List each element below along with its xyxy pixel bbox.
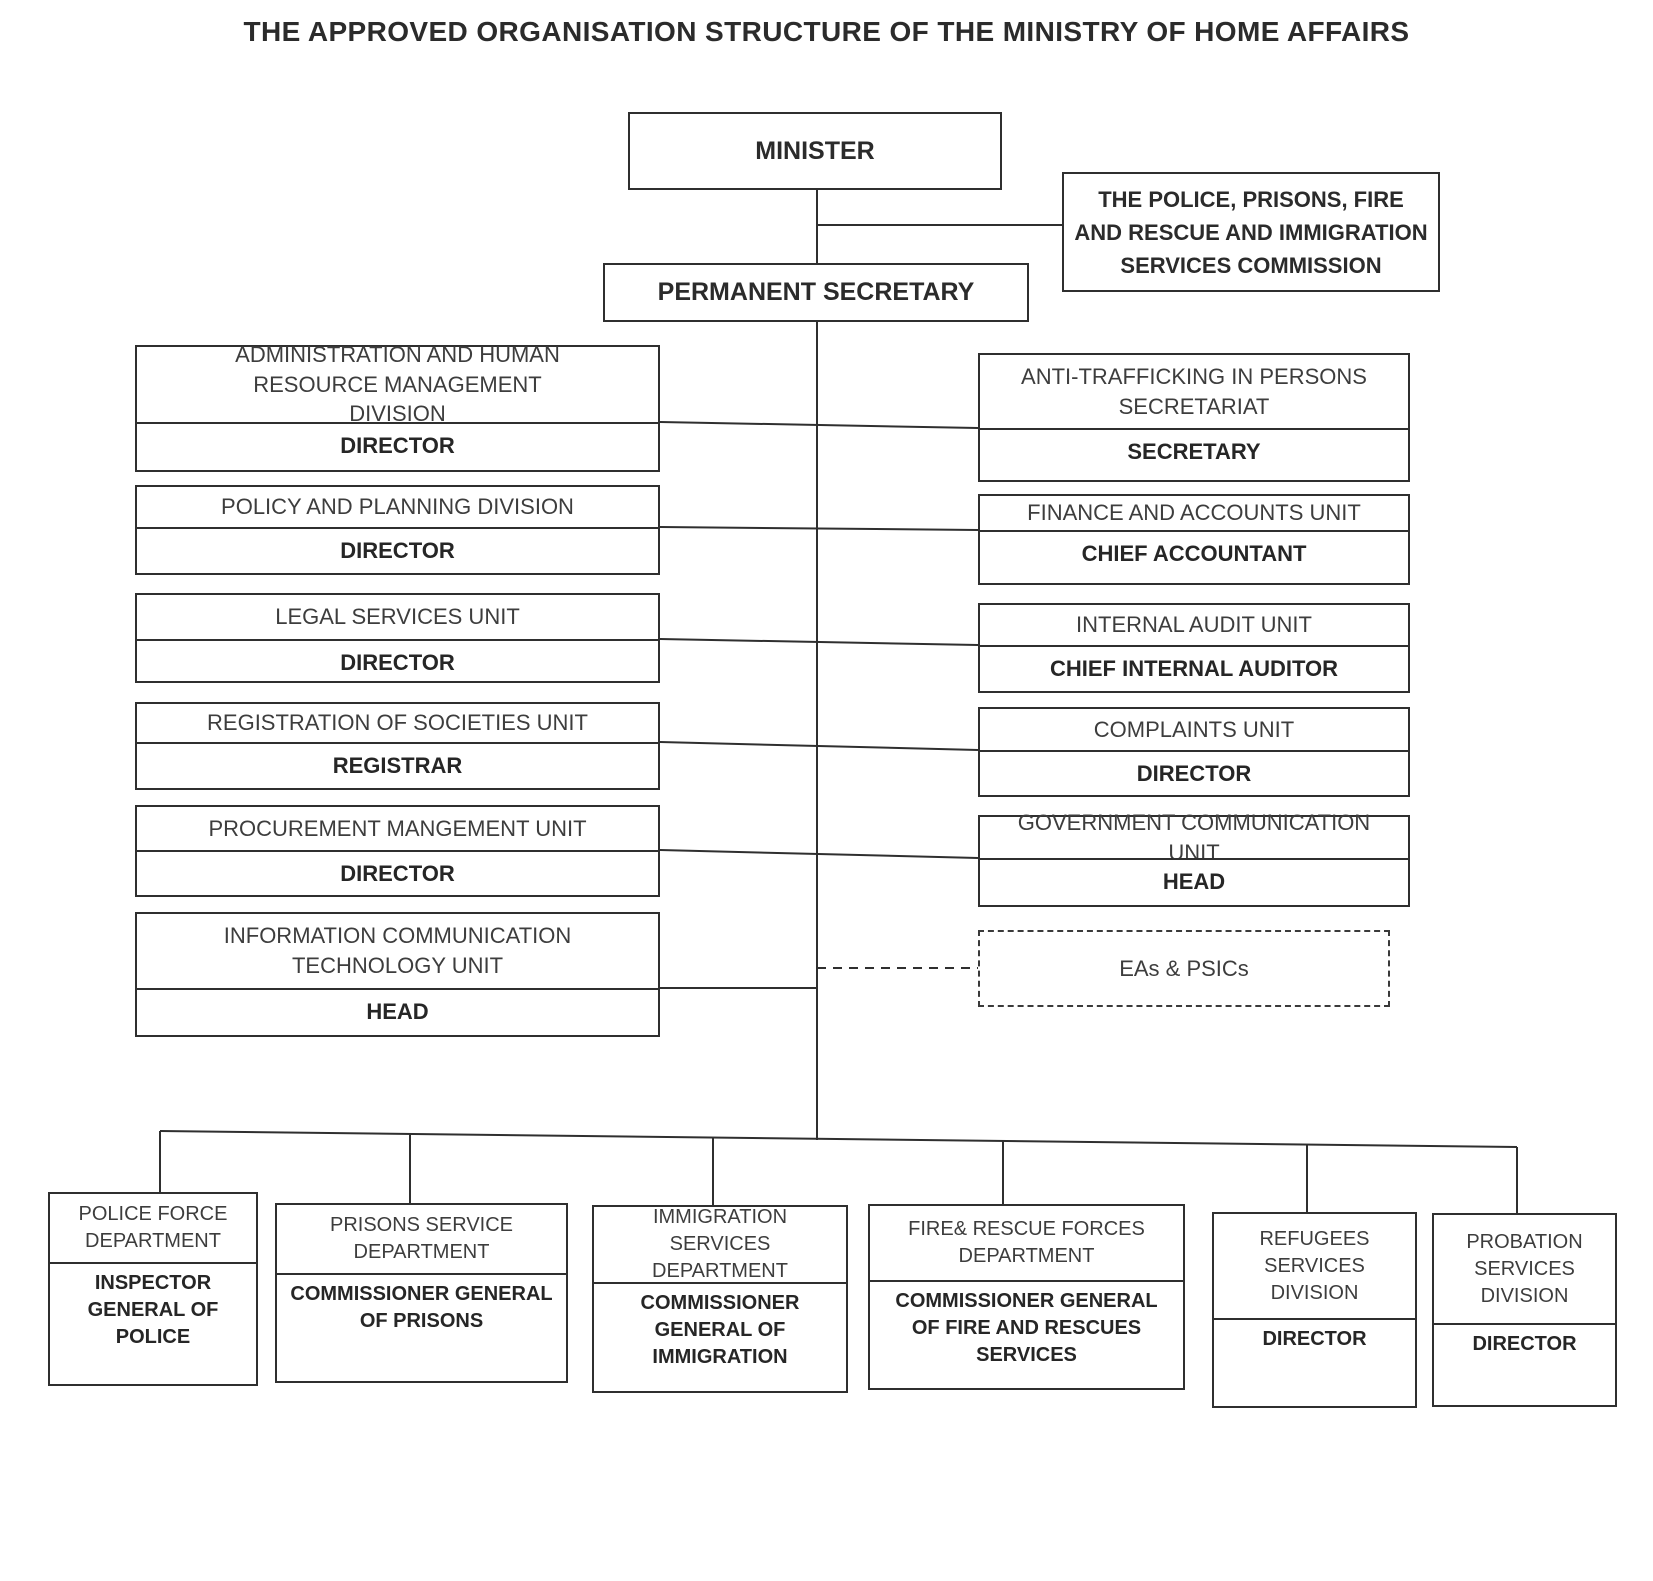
role-label: SECRETARY bbox=[980, 428, 1408, 480]
role-label: DIRECTOR bbox=[137, 850, 658, 895]
unit-label: LEGAL SERVICES UNIT bbox=[275, 604, 520, 630]
bottom-bus bbox=[160, 1131, 1517, 1147]
node-complaints-unit bbox=[978, 707, 1410, 797]
unit-label: INTERNAL AUDIT UNIT bbox=[1076, 612, 1312, 638]
role-label: COMMISSIONER GENERAL OF FIRE AND RESCUES SERVICES bbox=[870, 1280, 1183, 1388]
unit-label: IMMIGRATION SERVICES DEPARTMENT bbox=[652, 1206, 788, 1282]
role-label: DIRECTOR bbox=[980, 750, 1408, 795]
commission-label: THE POLICE, PRISONS, FIRE AND RESCUE AND IMMIGRATION SERVICES COMMISSION bbox=[1074, 186, 1428, 278]
unit-label: PROCUREMENT MANGEMENT UNIT bbox=[208, 815, 587, 841]
row5-connector bbox=[660, 850, 978, 858]
node-immigration-services-department bbox=[592, 1205, 848, 1393]
role-label: CHIEF ACCOUNTANT bbox=[980, 530, 1408, 583]
node-anti-trafficking-secretariat bbox=[978, 353, 1410, 482]
row1-connector bbox=[660, 422, 978, 428]
role-label: HEAD bbox=[137, 988, 658, 1035]
unit-label: POLICE FORCE DEPARTMENT bbox=[78, 1203, 228, 1252]
node-eas-psics bbox=[978, 930, 1390, 1007]
node-refugees-services-division bbox=[1212, 1212, 1417, 1408]
unit-label: REFUGEES SERVICES DIVISION bbox=[1259, 1227, 1370, 1304]
unit-label: PRISONS SERVICE DEPARTMENT bbox=[329, 1214, 514, 1263]
node-minister bbox=[628, 112, 1002, 190]
node-procurement-management-unit bbox=[135, 805, 660, 897]
node-registration-societies-unit bbox=[135, 702, 660, 790]
page-title: THE APPROVED ORGANISATION STRUCTURE OF THE MINISTRY OF HOME AFFAIRS bbox=[243, 16, 1410, 47]
role-label: INSPECTOR GENERAL OF POLICE bbox=[50, 1262, 256, 1384]
minister-label: MINISTER bbox=[755, 136, 875, 165]
node-legal-services-unit bbox=[135, 593, 660, 683]
node-admin-hr-division bbox=[135, 341, 660, 472]
node-ict-unit bbox=[135, 912, 660, 1037]
eas-psics-label: EAs & PSICs bbox=[1119, 955, 1249, 981]
node-commission bbox=[1062, 172, 1440, 292]
node-policy-planning-division bbox=[135, 485, 660, 575]
unit-label: REGISTRATION OF SOCIETIES UNIT bbox=[207, 710, 588, 736]
role-label: DIRECTOR bbox=[137, 527, 658, 573]
unit-label: PROBATION SERVICES DIVISION bbox=[1466, 1230, 1583, 1307]
node-police-force-department bbox=[48, 1192, 258, 1386]
node-prisons-service-department bbox=[275, 1203, 568, 1383]
node-permanent-secretary bbox=[603, 263, 1029, 322]
unit-label: FINANCE AND ACCOUNTS UNIT bbox=[1027, 500, 1361, 526]
row4-connector bbox=[660, 742, 978, 750]
unit-label: INFORMATION COMMUNICATION TECHNOLOGY UNIT bbox=[223, 923, 572, 978]
role-label: COMMISSIONER GENERAL OF IMMIGRATION bbox=[594, 1282, 846, 1391]
role-label: DIRECTOR bbox=[137, 422, 658, 470]
row2-connector bbox=[660, 527, 978, 530]
role-label: REGISTRAR bbox=[137, 742, 658, 788]
unit-label: POLICY AND PLANNING DIVISION bbox=[221, 494, 574, 520]
node-probation-services-division bbox=[1432, 1213, 1617, 1407]
role-label: DIRECTOR bbox=[137, 639, 658, 681]
role-label: HEAD bbox=[980, 858, 1408, 905]
node-finance-accounts-unit bbox=[978, 494, 1410, 585]
unit-label: GOVERNMENT COMMUNICATION UNIT bbox=[1017, 809, 1371, 865]
role-label: DIRECTOR bbox=[1434, 1323, 1615, 1405]
row3-connector bbox=[660, 639, 978, 645]
unit-label: COMPLAINTS UNIT bbox=[1093, 716, 1295, 742]
node-fire-rescue-department bbox=[868, 1204, 1185, 1390]
unit-label: FIRE& RESCUE FORCES DEPARTMENT bbox=[908, 1218, 1145, 1267]
unit-label: ADMINISTRATION AND HUMAN RESOURCE MANAGEMENT DIVISION bbox=[235, 341, 560, 427]
role-label: COMMISSIONER GENERAL OF PRISONS bbox=[277, 1273, 566, 1381]
unit-label: ANTI-TRAFFICKING IN PERSONS SECRETARIAT bbox=[1021, 363, 1367, 419]
role-label: CHIEF INTERNAL AUDITOR bbox=[980, 645, 1408, 691]
node-government-communication-unit bbox=[978, 809, 1410, 907]
node-internal-audit-unit bbox=[978, 603, 1410, 693]
permanent-secretary-label: PERMANENT SECRETARY bbox=[657, 278, 975, 306]
role-label: DIRECTOR bbox=[1214, 1318, 1415, 1406]
